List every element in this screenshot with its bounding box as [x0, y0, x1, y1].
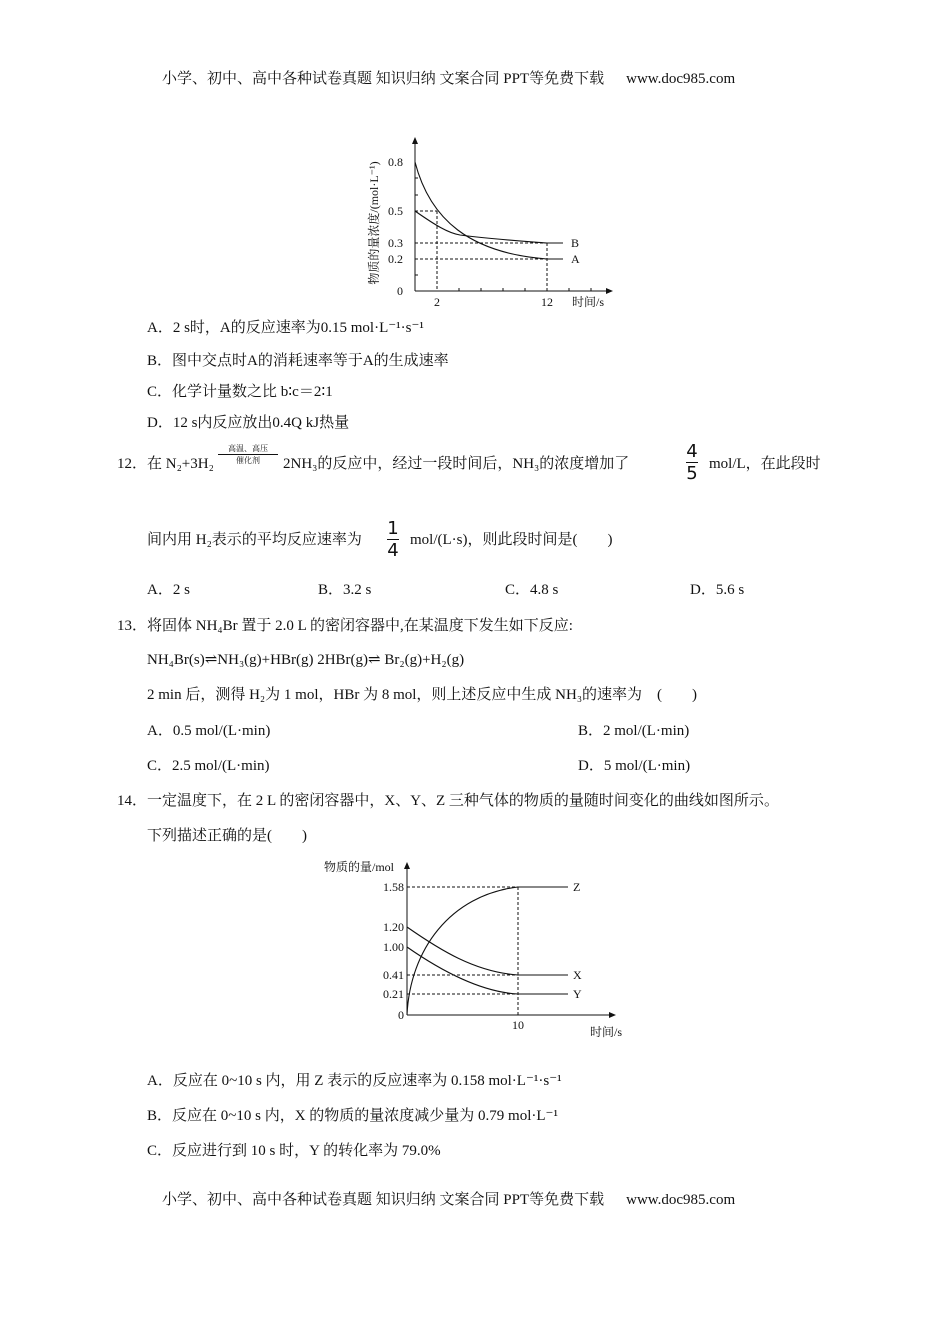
- q11-option-c: C．化学计量数之比 b∶c＝2∶1: [147, 384, 333, 400]
- y-tick: 0.5: [388, 204, 403, 218]
- q11-option-b: B．图中交点时A的消耗速率等于A的生成速率: [147, 353, 449, 369]
- q11-option-a: A．2 s时，A的反应速率为0.15 mol·L⁻¹·s⁻¹: [147, 320, 424, 336]
- denominator: 5: [686, 463, 698, 484]
- q13-number: 13．: [117, 618, 148, 634]
- q13-option-d: D．5 mol/(L·min): [578, 758, 691, 774]
- series-X-curve: [407, 927, 568, 975]
- page-footer: [162, 1190, 735, 1210]
- q14-stem: 一定温度下，在 2 L 的密闭容器中，X、Y、Z 三种气体的物质的量随时间变化的曲线如图所示。: [147, 793, 779, 809]
- q11-option-d: D．12 s内反应放出0.4Q kJ热量: [147, 415, 350, 431]
- q12-option-b: B．3.2 s: [318, 582, 372, 598]
- chart-concentration-vs-time: [360, 135, 620, 310]
- footer-text: 小学、初中、高中各种试卷真题 知识归纳 文案合同 PPT等免费下载: [162, 1192, 605, 1208]
- series-label-A: A: [571, 252, 580, 266]
- fraction-1-4: [387, 518, 399, 561]
- footer-url[interactable]: www.doc985.com: [626, 1192, 736, 1208]
- y-tick: 0: [397, 284, 403, 298]
- chart-amount-vs-time: [310, 850, 640, 1040]
- q13-option-a: A．0.5 mol/(L·min): [147, 723, 271, 739]
- series-Z-curve: [407, 887, 568, 1015]
- x-axis-label: 时间/s: [572, 295, 605, 309]
- series-label-B: B: [571, 236, 580, 250]
- y-tick: 1.20: [383, 920, 404, 934]
- series-A-curve: [415, 162, 563, 259]
- y-tick: 0.21: [383, 987, 404, 1001]
- q13-option-c: C．2.5 mol/(L·min): [147, 758, 270, 774]
- q14-option-c: C．反应进行到 10 s 时，Y 的转化率为 79.0%: [147, 1143, 441, 1159]
- series-label-X: X: [573, 968, 582, 982]
- y-tick: 1.58: [383, 880, 404, 894]
- x-tick: 10: [512, 1018, 524, 1032]
- header-url[interactable]: www.doc985.com: [626, 71, 736, 87]
- q12-line2-pre: 间内用 H₂表示的平均反应速率为: [147, 532, 362, 548]
- q12-stem-pre: 在 N₂+3H₂: [147, 456, 214, 472]
- reaction-arrow: [218, 444, 278, 465]
- q12-number: 12．: [117, 456, 148, 472]
- q13-line3: 2 min 后，测得 H₂为 1 mol，HBr 为 8 mol，则上述反应中生成 NH₃的速率为 ( ): [147, 687, 698, 703]
- q13-equations: NH₄Br(s)⇌NH₃(g)+HBr(g) 2HBr(g)⇌ Br₂(g)+H₂(g): [147, 652, 465, 668]
- condition-top: 高温、高压: [228, 444, 268, 453]
- y-tick: 0.8: [388, 155, 403, 169]
- condition-bottom: 催化剂: [236, 456, 260, 465]
- x-axis-label: 时间/s: [590, 1025, 623, 1039]
- q12-option-a: A．2 s: [147, 582, 190, 598]
- y-axis-label: 物质的量/mol: [324, 860, 395, 874]
- series-Y-curve: [407, 947, 568, 994]
- y-tick: 1.00: [383, 940, 404, 954]
- fraction-4-5: [686, 441, 698, 484]
- q12-stem-post: mol/L，在此段时: [709, 456, 821, 472]
- x-tick: 12: [541, 295, 553, 309]
- header-text: 小学、初中、高中各种试卷真题 知识归纳 文案合同 PPT等免费下载: [162, 71, 605, 87]
- q12-option-c: C．4.8 s: [505, 582, 559, 598]
- q14-number: 14．: [117, 793, 148, 809]
- q12-option-d: D．5.6 s: [690, 582, 745, 598]
- page-header: [162, 69, 735, 89]
- series-label-Z: Z: [573, 880, 581, 894]
- y-tick: 0: [398, 1008, 404, 1022]
- q14-line2: 下列描述正确的是( ): [147, 828, 307, 844]
- denominator: 4: [387, 540, 399, 561]
- numerator: 4: [686, 441, 698, 462]
- y-tick: 0.3: [388, 236, 403, 250]
- series-label-Y: Y: [573, 987, 582, 1001]
- q14-option-a: A．反应在 0~10 s 内，用 Z 表示的反应速率为 0.158 mol·L⁻¹·s⁻¹: [147, 1073, 562, 1089]
- y-axis-label: 物质的量浓度/(mol·L⁻¹): [367, 161, 381, 285]
- q13-option-b: B．2 mol/(L·min): [578, 723, 690, 739]
- q14-option-b: B．反应在 0~10 s 内，X 的物质的量浓度减少量为 0.79 mol·L⁻¹: [147, 1108, 558, 1124]
- y-tick: 0.2: [388, 252, 403, 266]
- q12-line2-post: mol/(L·s)，则此段时间是( ): [410, 532, 613, 548]
- y-tick: 0.41: [383, 968, 404, 982]
- q13-stem: 将固体 NH₄Br 置于 2.0 L 的密闭容器中,在某温度下发生如下反应:: [147, 618, 573, 634]
- q12-stem-mid: 2NH₃的反应中，经过一段时间后，NH₃的浓度增加了: [283, 456, 630, 472]
- x-tick: 2: [434, 295, 440, 309]
- numerator: 1: [387, 518, 399, 539]
